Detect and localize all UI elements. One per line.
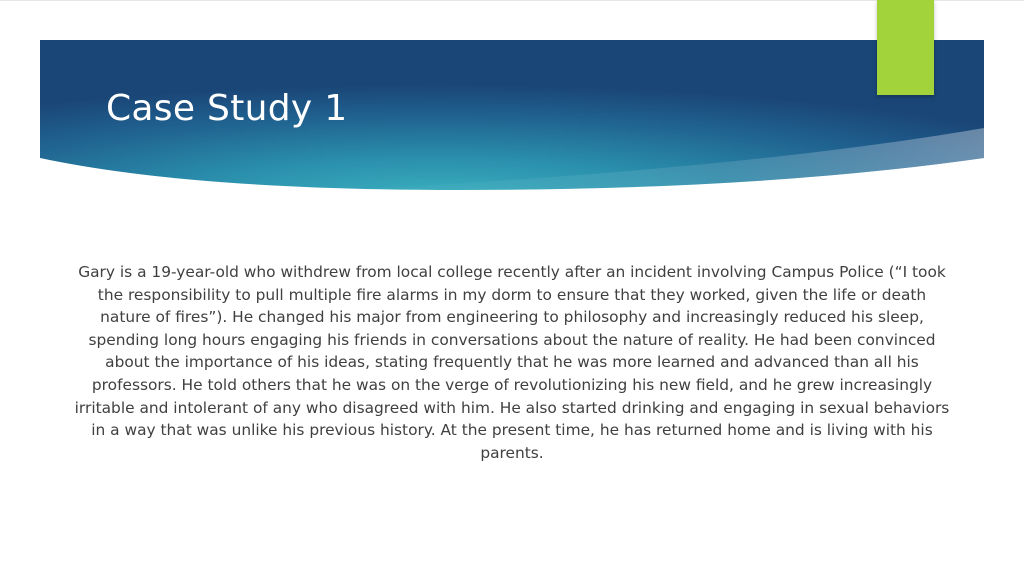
green-accent-bar — [877, 0, 934, 95]
top-rule — [0, 0, 1024, 1]
case-description: Gary is a 19-year-old who withdrew from local college recently after an incident involving Campus Police (“I took the responsibility to pull multiple fire alarms in my dorm to ensure that they worked, given the life or death nature of fires”). He changed his major from engineering to philosophy and increasingly reduced his sleep, spending long hours engaging his friends in conversations about the nature of reality. He had been convinced about the importance of his ideas, stating frequently that he was more learned and advanced than all his professors. He told others that he was on the verge of revolutionizing his new field, and he grew increasingly irritable and intolerant of any who disagreed with him. He also started drinking and engaging in sexual behaviors in a way that was unlike his previous history. At the present time, he has returned home and is living with his parents. — [74, 263, 950, 462]
slide-title: Case Study 1 — [106, 88, 348, 129]
